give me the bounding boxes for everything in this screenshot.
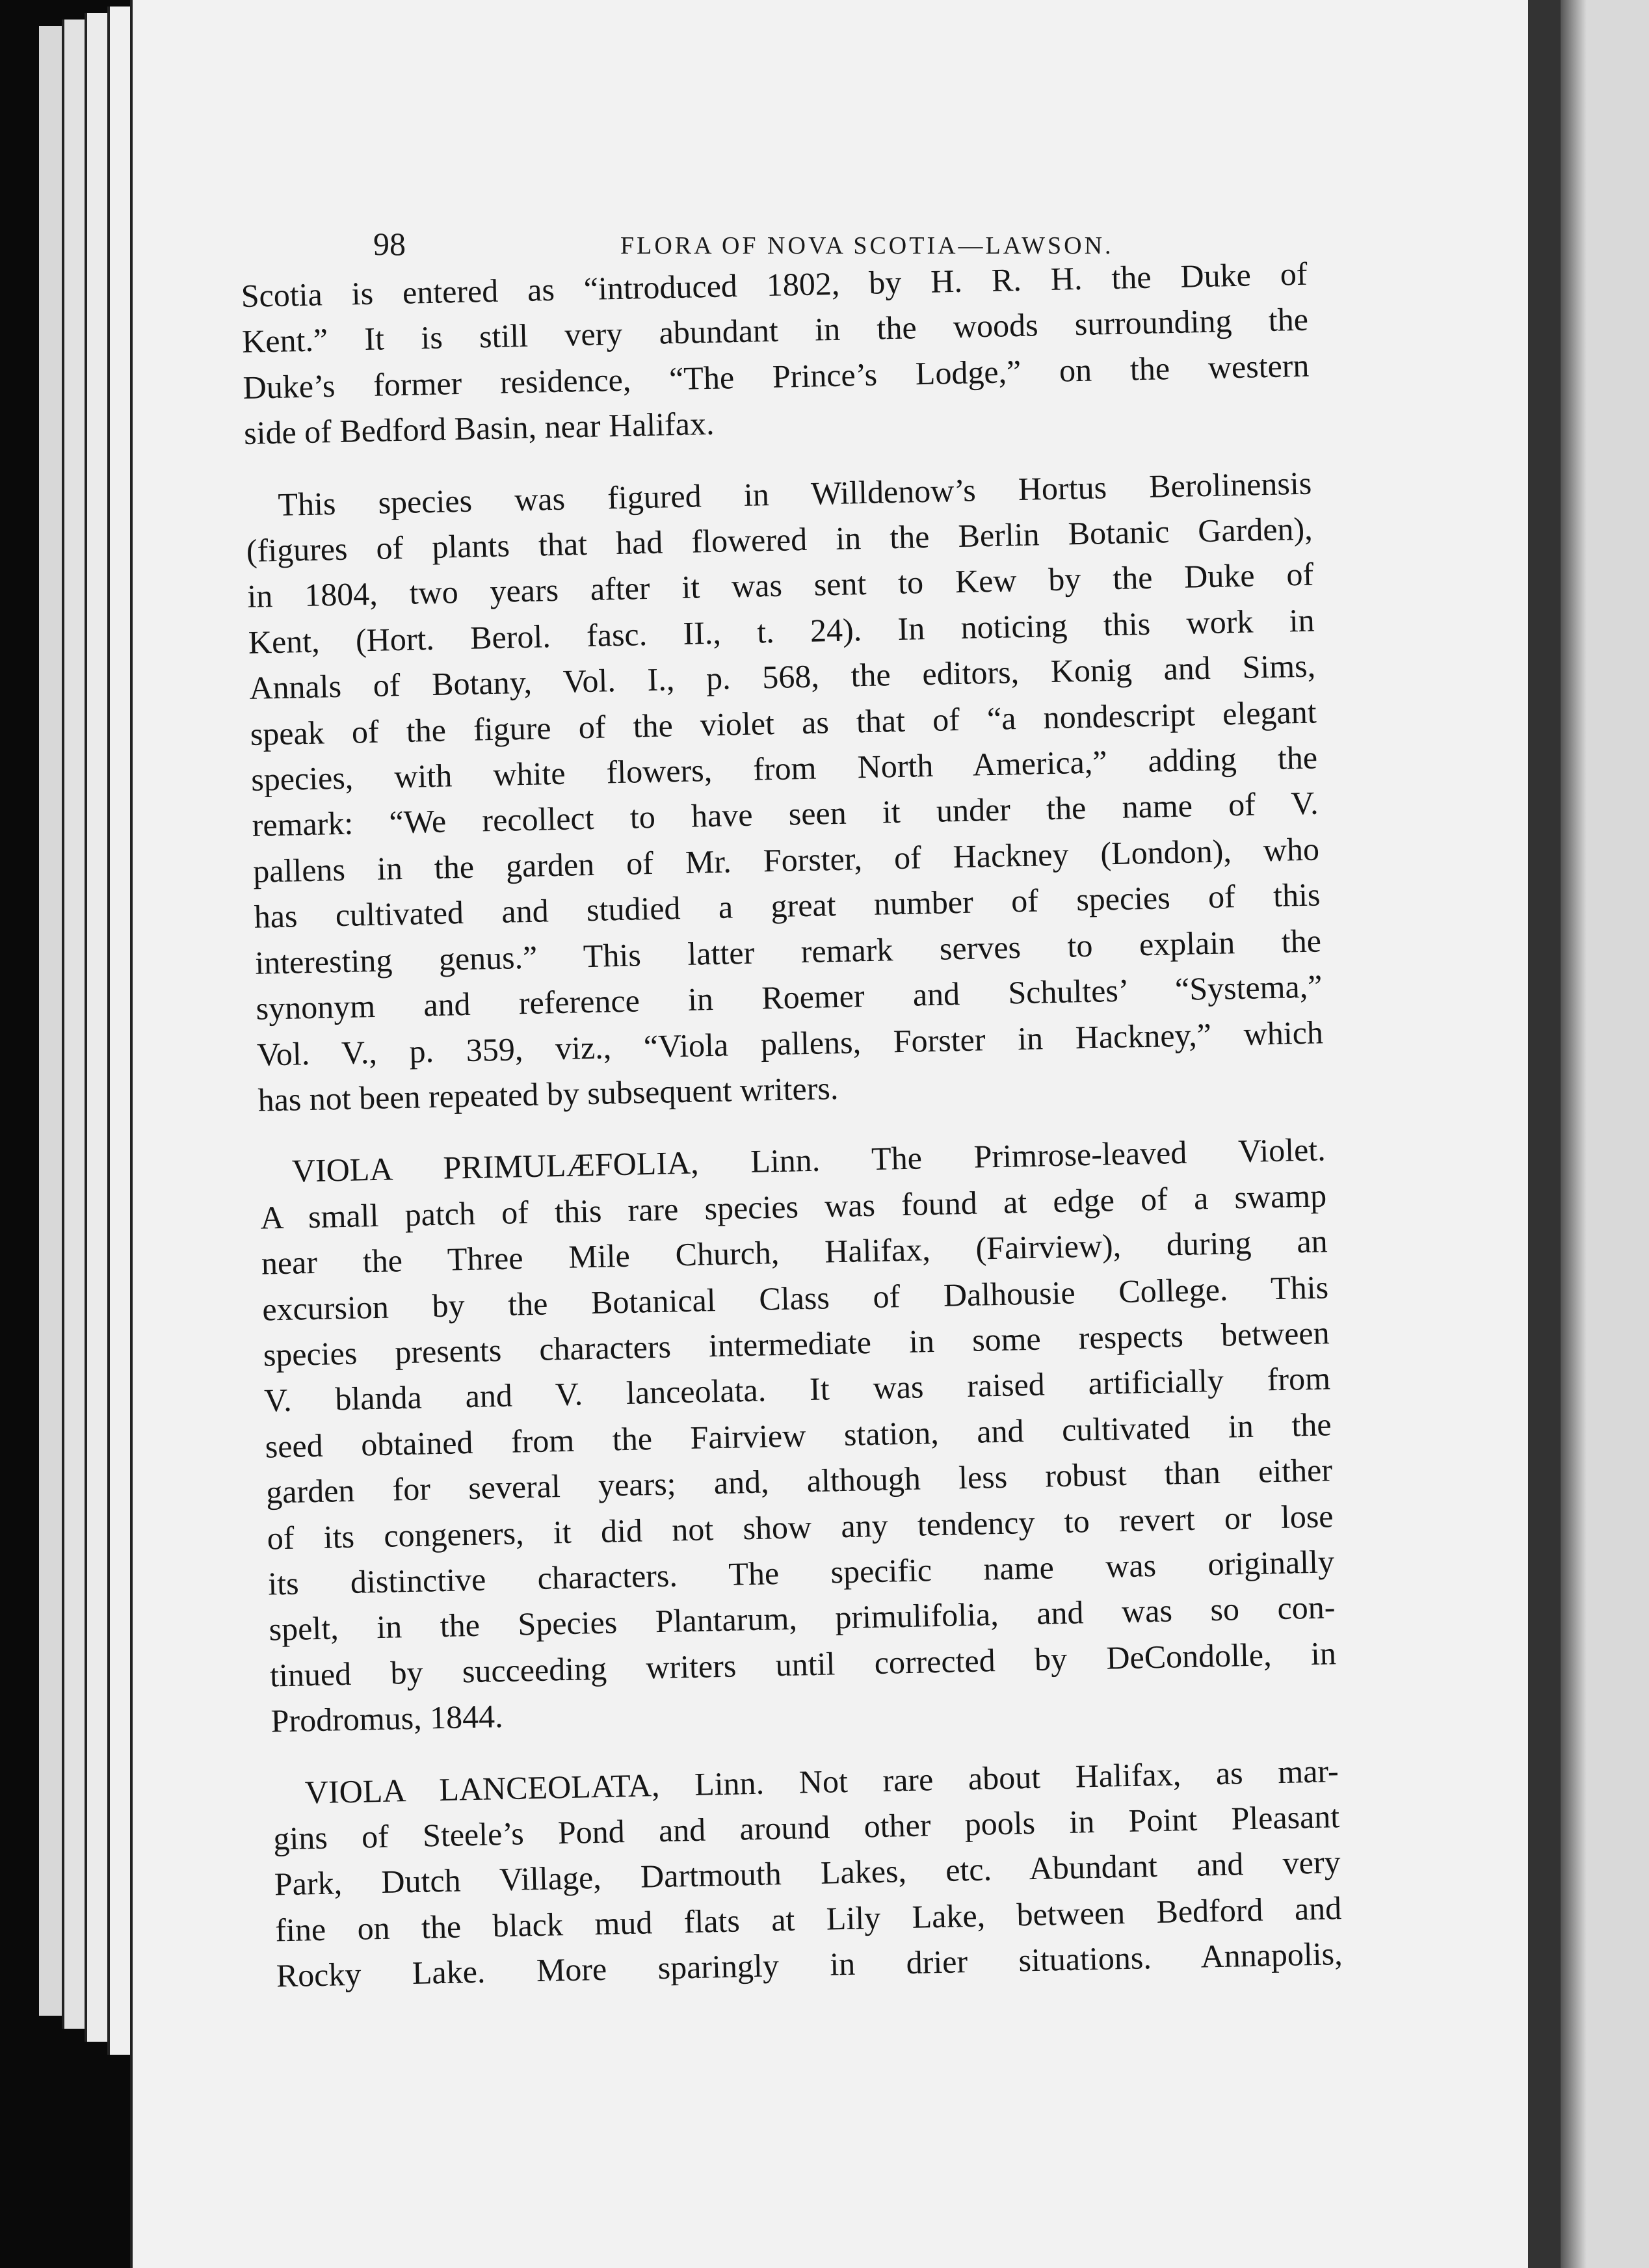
text-line: VIOLA LANCEOLATA, Linn. Not rare about Halifax, as mar-	[304, 1752, 1339, 1811]
text-line: V. blanda and V. lanceolata. It was raised artificially from	[263, 1360, 1331, 1419]
text-line: interesting genus.” This latter remark serves to explain the	[254, 922, 1322, 981]
text-line: species, with white flowers, from North America,” adding the	[250, 739, 1318, 798]
book-gutter	[1528, 0, 1561, 2268]
facing-page-edge	[1561, 0, 1649, 2268]
text-line: remark: “We recollect to have seen it under the name of V.	[252, 784, 1319, 844]
text-line: Duke’s former residence, “The Prince’s Lodge,” on the western	[243, 347, 1310, 406]
text-line: Rocky Lake. More sparingly in drier situations. Annapolis,	[276, 1935, 1343, 1994]
text-line: Vol. V., p. 359, viz., “Viola pallens, Forster in Hackney,” which	[256, 1013, 1324, 1073]
text-line: its distinctive characters. The specific name was originally	[267, 1543, 1335, 1602]
text-line: VIOLA PRIMULÆFOLIA, Linn. The Primrose-leaved Violet.	[291, 1131, 1326, 1189]
text-line: Kent.” It is still very abundant in the woods surrounding the	[241, 301, 1309, 360]
text-line: speak of the figure of the violet as that of “a nondescript elegant	[250, 693, 1317, 752]
page-number: 98	[373, 226, 406, 262]
text-line: Kent, (Hort. Berol. fasc. II., t. 24). In noticing this work in	[248, 601, 1315, 661]
page-edge	[39, 26, 65, 2016]
text-line: This species was figured in Willdenow’s Hortus Berolinensis	[277, 464, 1312, 523]
text-line: seed obtained from the Fairview station, and cultivated in the	[265, 1406, 1332, 1465]
text-line: Annals of Botany, Vol. I., p. 568, the editors, Konig and Sims,	[248, 647, 1316, 707]
text-line: of its congeners, it did not show any tendency to revert or lose	[267, 1497, 1334, 1557]
text-line: A small patch of this rare species was found at edge of a swamp	[259, 1177, 1327, 1236]
text-line: species presents characters intermediate in some respects between	[263, 1314, 1330, 1373]
text-line: side of Bedford Basin, near Halifax.	[243, 405, 715, 452]
text-line: pallens in the garden of Mr. Forster, of Hackney (London), who	[252, 830, 1320, 890]
running-title: FLORA OF NOVA SCOTIA—LAWSON.	[620, 232, 1114, 259]
text-line: (figures of plants that had flowered in the Berlin Botanic Garden),	[246, 510, 1313, 569]
text-line: gins of Steele’s Pond and around other pools in Point Pleasant	[272, 1798, 1340, 1857]
text-line: Scotia is entered as “introduced 1802, by H. R. H. the Duke of	[241, 255, 1308, 314]
text-line: has not been repeated by subsequent writers.	[257, 1069, 839, 1118]
text-line: garden for several years; and, although less robust than either	[265, 1451, 1333, 1510]
text-line: spelt, in the Species Plantarum, primulifolia, and was so con-	[269, 1589, 1336, 1648]
text-line: near the Three Mile Church, Halifax, (Fairview), during an	[261, 1222, 1328, 1282]
text-line: fine on the black mud flats at Lily Lake, between Bedford and	[274, 1889, 1342, 1949]
body-text	[241, 251, 1343, 1999]
text-line: has cultivated and studied a great number of species of this	[254, 876, 1321, 936]
text-line: excursion by the Botanical Class of Dalhousie College. This	[261, 1268, 1329, 1328]
text-line: synonym and reference in Roemer and Schultes’ “Systema,”	[256, 968, 1323, 1027]
text-line: in 1804, two years after it was sent to Kew by the Duke of	[246, 555, 1314, 615]
text-line: Park, Dutch Village, Dartmouth Lakes, etc. Abundant and very	[274, 1843, 1341, 1903]
text-line: tinued by succeeding writers until corrected by DeCondolle, in	[269, 1634, 1337, 1694]
text-line: Prodromus, 1844.	[270, 1698, 504, 1739]
